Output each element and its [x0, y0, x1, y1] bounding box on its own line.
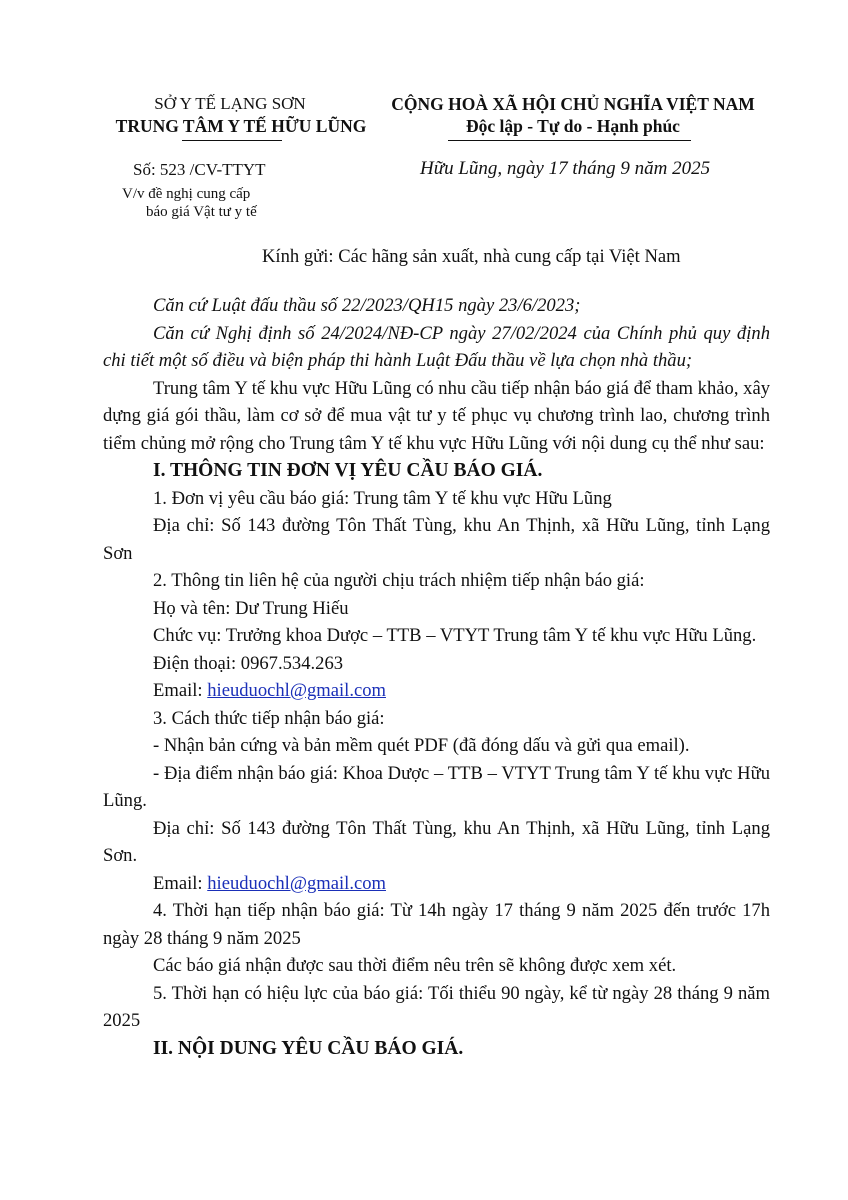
- email-label: Email:: [153, 680, 208, 701]
- national-motto: Độc lập - Tự do - Hạnh phúc: [466, 116, 680, 136]
- org-parent: SỞ Y TẾ LẠNG SƠN: [154, 94, 306, 113]
- item-3-method: 3. Cách thức tiếp nhận báo giá:: [153, 707, 385, 729]
- address-2: Địa chỉ: Số 143 đường Tôn Thất Tùng, khu An Thịnh, xã Hữu Lũng, tỉnh Lạng Sơn.: [103, 817, 770, 866]
- email-label-2: Email:: [153, 872, 208, 894]
- late-note: Các báo giá nhận được sau thời điểm nêu trên sẽ không được xem xét.: [153, 955, 677, 976]
- item-1-requester: 1. Đơn vị yêu cầu báo giá: Trung tâm Y tế khu vực Hữu Lũng: [153, 487, 612, 509]
- contact-name: Họ và tên: Dư Trung Hiếu: [153, 597, 349, 619]
- item-5-validity: 5. Thời hạn có hiệu lực của báo giá: Tối thiểu 90 ngày, kể từ ngày 28 tháng 9 năm 2025: [103, 982, 770, 1031]
- location-detail: - Địa điểm nhận báo giá: Khoa Dược – TTB – VTYT Trung tâm Y tế khu vực Hữu Lũng.: [103, 762, 770, 811]
- section-2-title: II. NỘI DUNG YÊU CẦU BÁO GIÁ.: [153, 1037, 464, 1059]
- document-body: [103, 292, 770, 1062]
- org-name: TRUNG TÂM Y TẾ HỮU LŨNG: [115, 116, 367, 136]
- contact-email-line-2: [103, 870, 770, 898]
- contact-phone: Điện thoại: 0967.534.263: [153, 652, 344, 674]
- document-number: Số: 523 /CV-TTYT: [133, 160, 266, 179]
- address-1: Địa chỉ: Số 143 đường Tôn Thất Tùng, khu An Thịnh, xã Hữu Lũng, tỉnh Lạng Sơn: [103, 515, 770, 564]
- motto-underline: [448, 140, 691, 141]
- legal-basis-decree: Căn cứ Nghị định số 24/2024/NĐ-CP ngày 27/02/2024 của Chính phủ quy định chi tiết một số điều và biện pháp thi hành Luật Đấu thầu về lựa chọn nhà thầu;: [103, 322, 770, 371]
- legal-basis-law: Căn cứ Luật đấu thầu số 22/2023/QH15 ngày 23/6/2023;: [153, 295, 581, 316]
- subject-line-1: V/v đề nghị cung cấp: [122, 186, 251, 202]
- item-2-contact: 2. Thông tin liên hệ của người chịu trách nhiệm tiếp nhận báo giá:: [153, 570, 645, 591]
- contact-position: Chức vụ: Trưởng khoa Dược – TTB – VTYT Trung tâm Y tế khu vực Hữu Lũng.: [153, 625, 757, 646]
- intro-paragraph: Trung tâm Y tế khu vực Hữu Lũng có nhu cầu tiếp nhận báo giá để tham khảo, xây dựng giá gói thầu, làm cơ sở để mua vật tư y tế phục vụ chương trình lao, chương trình tiểm chủng mở rộng cho Trung tâm Y tế khu vực Hữu Lũng với nội dung cụ thể như sau:: [103, 377, 770, 454]
- email-link[interactable]: hieuduochl@gmail.com: [207, 680, 386, 701]
- section-1-title: I. THÔNG TIN ĐƠN VỊ YÊU CẦU BÁO GIÁ.: [153, 460, 543, 481]
- method-detail: - Nhận bản cứng và bản mềm quét PDF (đã đóng dấu và gửi qua email).: [153, 735, 690, 756]
- contact-email-line: [103, 677, 770, 705]
- email-link-2[interactable]: hieuduochl@gmail.com: [207, 872, 386, 894]
- org-underline: [182, 140, 282, 141]
- recipient-line: Kính gửi: Các hãng sản xuất, nhà cung cấp tại Việt Nam: [262, 246, 681, 267]
- item-4-deadline: 4. Thời hạn tiếp nhận báo giá: Từ 14h ngày 17 tháng 9 năm 2025 đến trước 17h ngày 28 tháng 9 năm 2025: [103, 900, 770, 949]
- subject-line-2: báo giá Vật tư y tế: [146, 204, 257, 220]
- national-title: CỘNG HOÀ XÃ HỘI CHỦ NGHĨA VIỆT NAM: [391, 94, 755, 114]
- place-date: Hữu Lũng, ngày 17 tháng 9 năm 2025: [420, 158, 711, 179]
